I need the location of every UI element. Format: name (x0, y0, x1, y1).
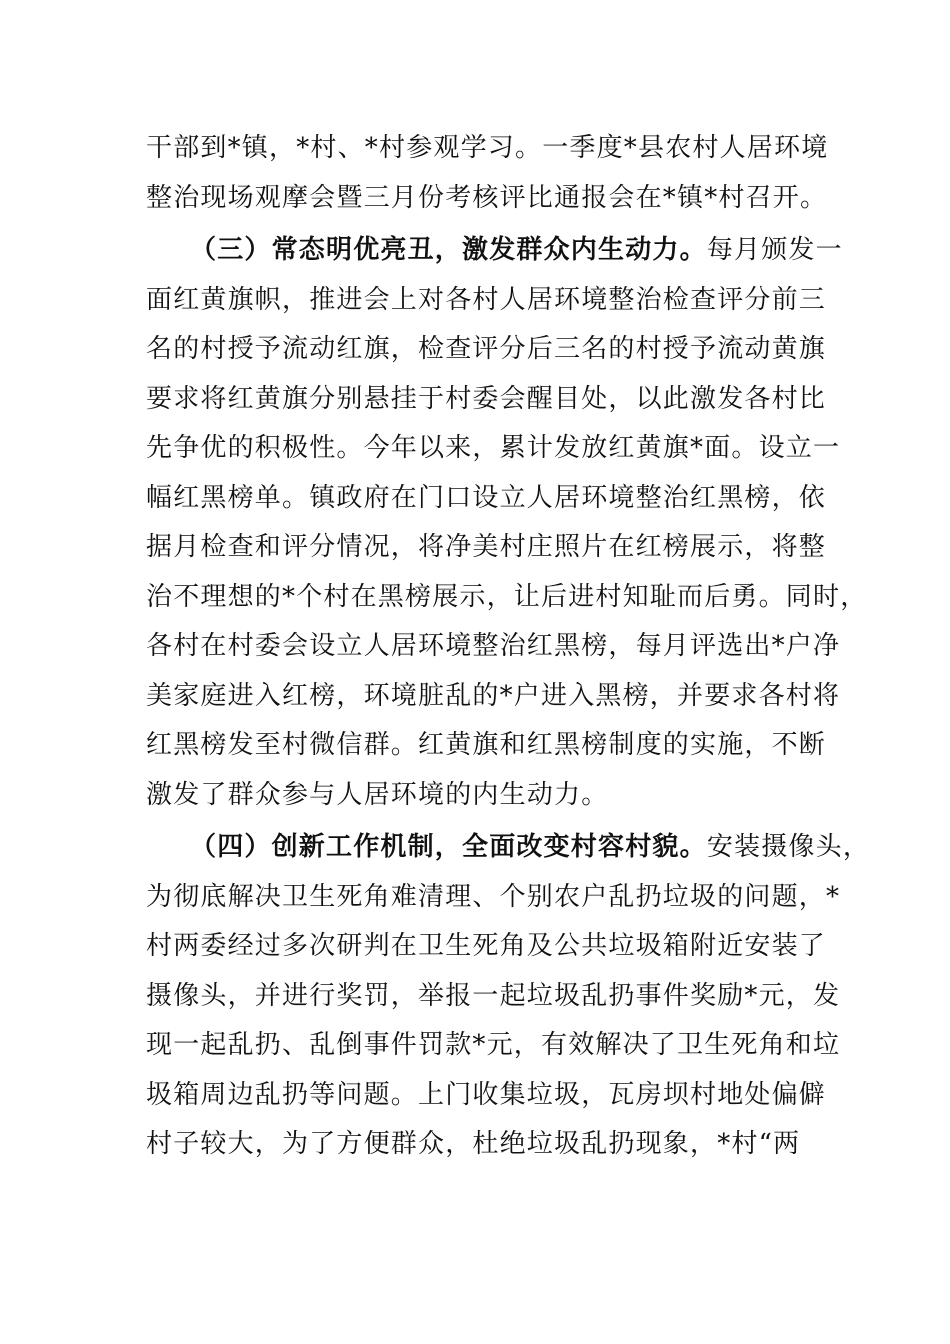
text-line: 村两委经过多次研判在卫生死角及公共垃圾箱附近安装了 (146, 931, 827, 961)
text-line: 先争优的积极性。今年以来，累计发放红黄旗*面。设立一 (146, 433, 841, 463)
text-line: 村子较大，为了方便群众，杜绝垃圾乱扔现象，*村“两 (146, 1129, 801, 1159)
text-run: 安装摄像头， (706, 832, 871, 862)
text-line: 现一起乱扔、乱倒事件罚款*元，有效解决了卫生死角和垃 (146, 1030, 841, 1060)
text-line: 面红黄旗帜，推进会上对各村人居环境整治检查评分前三 (146, 284, 827, 315)
text-run: 每月颁发一 (706, 235, 843, 265)
text-line-first (146, 823, 871, 873)
text-line: 美家庭进入红榜，环境脏乱的*户进入黑榜，并要求各村将 (146, 680, 841, 711)
paragraph-3 (146, 823, 871, 1170)
text-line: 整治现场观摩会暨三月份考核评比通报会在*镇*村召开。 (146, 182, 828, 213)
paragraph-2 (146, 226, 868, 820)
document-body (146, 124, 871, 1173)
text-line: 治不理想的*个村在黑榜展示，让后进村知耻而后勇。同时， (146, 581, 868, 612)
text-line: 各村在村委会设立人居环境整治红黑榜，每月评选出*户净 (146, 631, 841, 661)
section-heading-4: （四）创新工作机制，全面改变村容村貌。 (190, 832, 707, 862)
text-line: 红黑榜发至村微信群。红黄旗和红黑榜制度的实施，不断 (146, 730, 827, 760)
text-line: 干部到*镇，*村、*村参观学习。一季度*县农村人居环境 (146, 133, 829, 163)
text-line: 名的村授予流动红旗，检查评分后三名的村授予流动黄旗 (146, 334, 827, 364)
text-line: 要求将红黄旗分别悬挂于村委会醒目处，以此激发各村比 (146, 383, 827, 414)
text-line: 摄像头，并进行奖罚，举报一起垃圾乱扔事件奖励*元，发 (146, 980, 841, 1011)
text-line: 幅红黑榜单。镇政府在门口设立人居环境整治红黑榜，依 (146, 482, 827, 513)
text-line: 圾箱周边乱扔等问题。上门收集垃圾，瓦房坝村地处偏僻 (146, 1079, 827, 1110)
section-heading-3: （三）常态明优亮丑，激发群众内生动力。 (190, 235, 707, 265)
text-line-first (146, 226, 843, 276)
text-line: 据月检查和评分情况，将净美村庄照片在红榜展示，将整 (146, 532, 827, 562)
text-line: 为彻底解决卫生死角难清理、个别农户乱扔垃圾的问题，* (146, 881, 841, 912)
text-line: 激发了群众参与人居环境的内生动力。 (146, 779, 609, 810)
paragraph-1 (146, 124, 829, 223)
